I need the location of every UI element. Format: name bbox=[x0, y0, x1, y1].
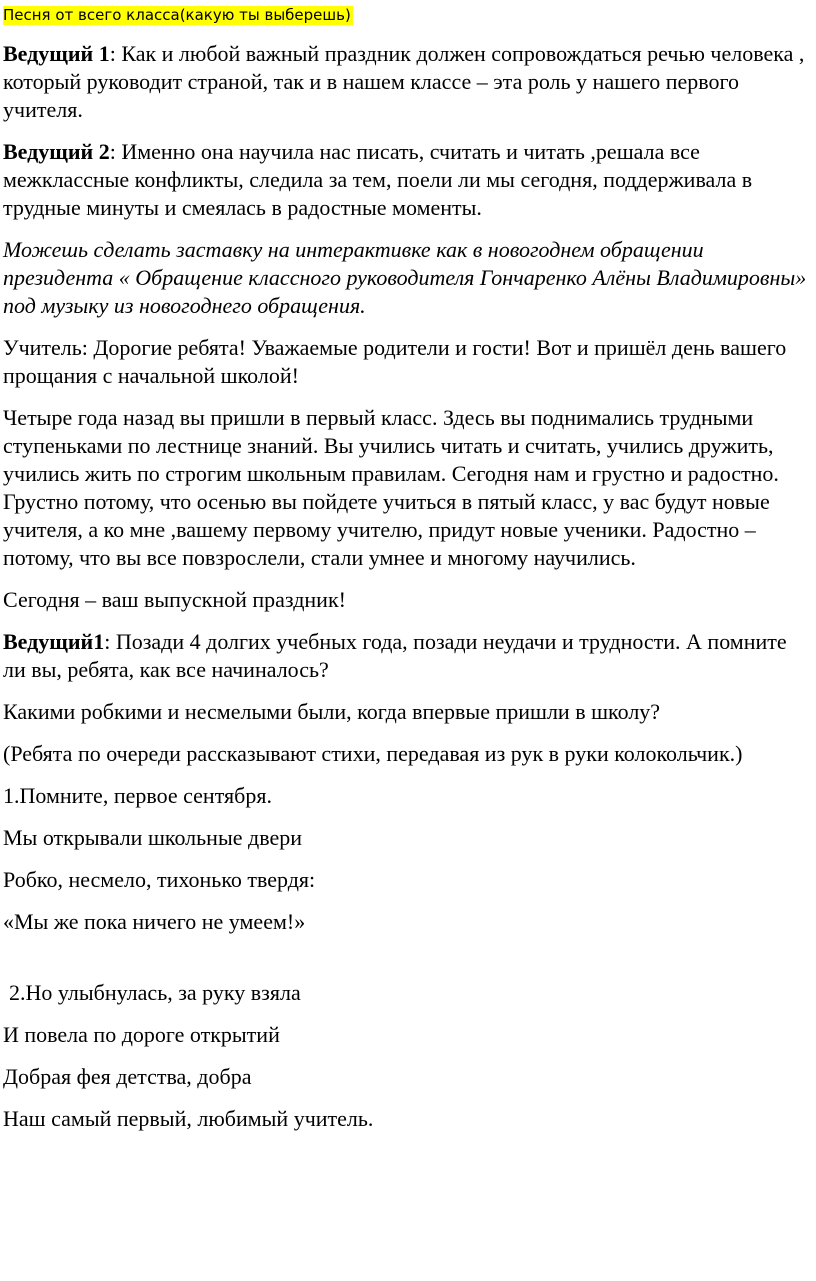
paragraph-graduation-day: Сегодня – ваш выпускной праздник! bbox=[3, 587, 346, 612]
blank-line bbox=[3, 950, 813, 979]
paragraph-question: Какими робкими и несмелыми были, когда впервые пришли в школу? bbox=[3, 699, 661, 724]
poem2-line-3: Добрая фея детства, добра bbox=[3, 1064, 252, 1089]
paragraph-teacher-speech: Четыре года назад вы пришли в первый класс. Здесь вы поднимались трудными ступеньками по лестнице знаний. Вы учились читать и считать, учились дружить, учились жить по строгим школьным правилам. Сегодня нам и грустно и радостно. Грустно потому, что осенью вы пойдете учиться в пятый класс, у вас будут новые учителя, а ко мне ,вашему первому учителю, придут новые ученики. Радостно – потому, что вы все повзрослели, стали умнее и многому научились. bbox=[3, 405, 779, 570]
speaker-label: Ведущий 2 bbox=[3, 139, 110, 164]
header-line bbox=[3, 0, 813, 26]
poem2-line-4: Наш самый первый, любимый учитель. bbox=[3, 1106, 374, 1131]
poem1-line-4: «Мы же пока ничего не умеем!» bbox=[3, 909, 306, 934]
paragraph-stage-direction: (Ребята по очереди рассказывают стихи, передавая из рук в руки колокольчик.) bbox=[3, 741, 743, 766]
paragraph-host1-memories bbox=[3, 628, 813, 684]
paragraph-text: : Как и любой важный праздник должен сопровождаться речью человека , который руководит страной, так и в нашем классе – эта роль у нашего первого учителя. bbox=[3, 41, 805, 122]
poem1-line-1: 1.Помните, первое сентября. bbox=[3, 783, 272, 808]
paragraph-host2 bbox=[3, 138, 813, 222]
poem1-line-2: Мы открывали школьные двери bbox=[3, 825, 302, 850]
paragraph-text: : Позади 4 долгих учебных года, позади неудачи и трудности. А помните ли вы, ребята, как все начиналось? bbox=[3, 629, 787, 682]
poem2-line-2: И повела по дороге открытий bbox=[3, 1022, 280, 1047]
poem-line-text: 2.Но улыбнулась, за руку взяла bbox=[9, 980, 301, 1005]
paragraph-text: : Именно она научила нас писать, считать и читать ,решала все межклассные конфликты, следила за тем, поели ли мы сегодня, поддерживала в трудные минуты и смеялась в радостные моменты. bbox=[3, 139, 753, 220]
paragraph-host1-intro bbox=[3, 40, 813, 124]
highlighted-note: Песня от всего класса(какую ты выберешь) bbox=[3, 6, 351, 24]
paragraph-instruction-note: Можешь сделать заставку на интерактивке как в новогоднем обращении президента « Обращение классного руководителя Гончаренко Алёны Владимировны» под музыку из новогоднего обращения. bbox=[3, 237, 807, 318]
poem2-line-1 bbox=[3, 979, 813, 1007]
poem1-line-3: Робко, несмело, тихонько твердя: bbox=[3, 867, 316, 892]
speaker-label: Ведущий1 bbox=[3, 629, 105, 654]
speaker-label: Ведущий 1 bbox=[3, 41, 110, 66]
paragraph-teacher-greeting: Учитель: Дорогие ребята! Уважаемые родители и гости! Вот и пришёл день вашего прощания с начальной школой! bbox=[3, 335, 787, 388]
